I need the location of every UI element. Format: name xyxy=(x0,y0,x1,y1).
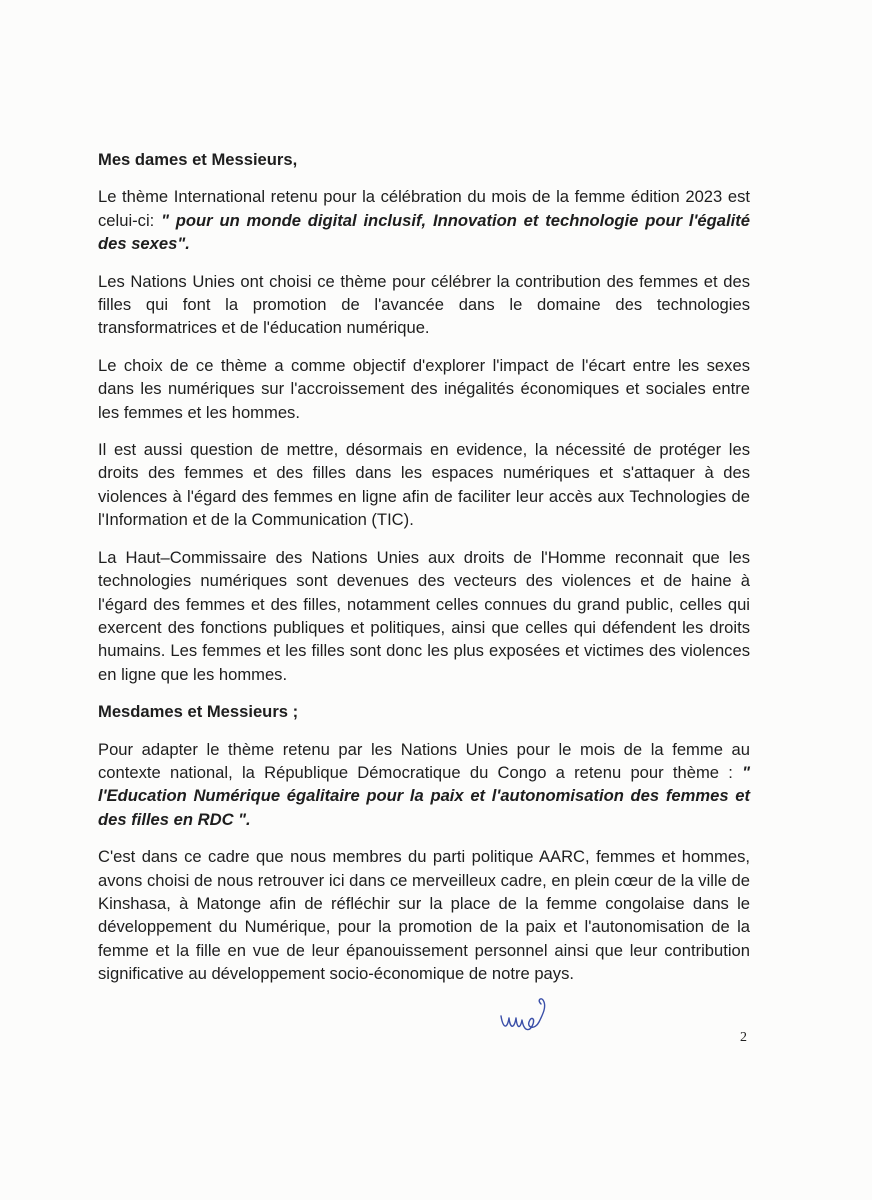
paragraph-national-theme xyxy=(98,738,750,832)
paragraph-protection: Il est aussi question de mettre, désormais en evidence, la nécessité de protéger les droits des femmes et des filles dans les espaces numériques et s'attaquer à des violences à l'égard des femmes en ligne afin de faciliter leur accès aux Technologies de l'Information et de la Communication (TIC). xyxy=(98,440,750,530)
signature-initials xyxy=(497,994,553,1036)
page-number: 2 xyxy=(740,1030,747,1045)
theme-quote: " pour un monde digital inclusif, Innovation et technologie pour l'égalité des sexes". xyxy=(98,210,751,254)
paragraph-objective: Le choix de ce thème a comme objectif d'explorer l'impact de l'écart entre les sexes dans les numériques sur l'accroissement des inégalités économiques et sociales entre les femmes et les hommes. xyxy=(98,355,750,422)
paragraph-aarc: C'est dans ce cadre que nous membres du parti politique AARC, femmes et hommes, avons choisi de nous retrouver ici dans ce merveilleux cadre, en plein cœur de la ville de Kinshasa, à Matonge afin de réfléchir sur la place de la femme congolaise dans le développement du Numérique, pour la promotion de la paix et l'autonomisation de la femme et la fille en vue de leur épanouissement personnel ainsi que leur contribution significative au développement socio-économique de notre pays. xyxy=(98,847,750,984)
paragraph-text: Pour adapter le thème retenu par les Nations Unies pour le mois de la femme au contexte national, la République Démocratique du Congo a retenu pour thème : xyxy=(98,739,750,782)
paragraph-un-choice: Les Nations Unies ont choisi ce thème pour célébrer la contribution des femmes et des filles qui font la promotion de l'avancée dans le domaine des technologies transformatrices et de l'éducation numérique. xyxy=(98,271,750,338)
national-theme-quote: " l'Education Numérique égalitaire pour la paix et l'autonomisation des femmes et des filles en RDC ". xyxy=(98,762,750,829)
document-body xyxy=(98,148,750,1000)
salutation-heading: Mes dames et Messieurs, xyxy=(98,150,298,169)
paragraph-text: Le thème International retenu pour la célébration du mois de la femme édition 2023 est celui-ci: xyxy=(98,187,750,230)
salutation-heading-2: Mesdames et Messieurs ; xyxy=(98,702,299,722)
paragraph-theme-international xyxy=(98,185,750,255)
paragraph-high-commissioner: La Haut–Commissaire des Nations Unies aux droits de l'Homme reconnait que les technologies numériques sont devenues des vecteurs des violences et de haine à l'égard des femmes et des filles, notamment celles connues du grand public, celles qui exercent des fonctions publiques et politiques, ainsi que celles qui défendent les droits humains. Les femmes et les filles sont donc les plus exposées et victimes des violences en ligne que les hommes. xyxy=(98,547,750,684)
